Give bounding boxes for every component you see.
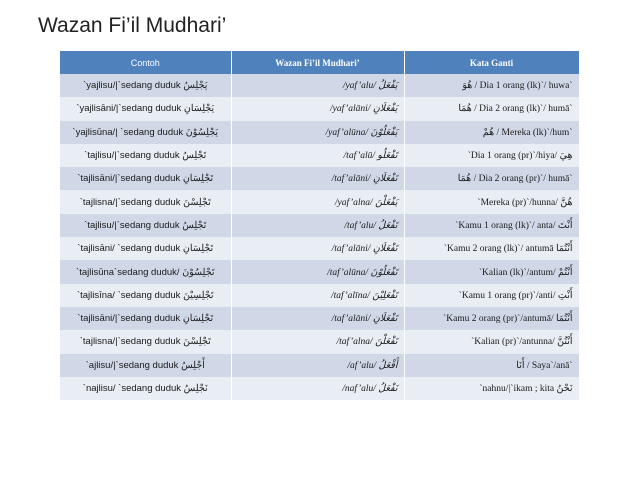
table-row [60, 354, 579, 377]
header-kata-ganti: Kata Ganti [404, 51, 579, 74]
table-row [60, 284, 579, 307]
cell-contoh: `tajlisāni/|`sedang duduk تَجْلِسَانِ [60, 307, 231, 330]
cell-contoh: `tajlisna/|`sedang duduk تَجْلِسْنَ [60, 190, 231, 213]
cell-kata-ganti: `Dia 1 orang (pr)`/hiya/ هِيَ [404, 144, 579, 167]
cell-contoh: `yajlisūna/| `sedang duduk يَجْلِسُوْنَ [60, 121, 231, 144]
cell-kata-ganti: أَنَا / Saya`/anā` [404, 354, 579, 377]
table-row [60, 214, 579, 237]
table-row [60, 97, 579, 120]
cell-wazan: /taf’alāni/ تَفْعَلَانِ [231, 307, 404, 330]
cell-wazan: /naf’alu/ نَفْعَلُ [231, 377, 404, 400]
table-row [60, 260, 579, 283]
header-wazan: Wazan Fi’il Mudhari’ [231, 51, 404, 74]
table-row [60, 121, 579, 144]
cell-wazan: /yaf’alāni/ يَفْعَلَانِ [231, 97, 404, 120]
cell-kata-ganti: `Mereka (pr)`/hunna/ هُنَّ [404, 190, 579, 213]
cell-contoh: `tajlisīna/ `sedang duduk تَجْلِسِيْنَ [60, 284, 231, 307]
cell-kata-ganti: هُوَ / Dia 1 orang (lk)`/ huwa` [404, 74, 579, 97]
cell-wazan: /taf’alāni/ تَفْعَلَانِ [231, 237, 404, 260]
table-row [60, 144, 579, 167]
cell-contoh: `tajlisūna`sedang duduk/ تَجْلِسُوْنَ [60, 260, 231, 283]
cell-contoh: `najlisu/ `sedang duduk نَجْلِسُ [60, 377, 231, 400]
cell-contoh: `ajlisu/|`sedang duduk أَجْلِسُ [60, 354, 231, 377]
table-row [60, 167, 579, 190]
cell-wazan: /taf’alna/ تَفْعَلْنَ [231, 330, 404, 353]
cell-kata-ganti: هُمْ / Mereka (lk)`/hum` [404, 121, 579, 144]
cell-kata-ganti: هُمَا / Dia 2 orang (pr)`/ humā` [404, 167, 579, 190]
cell-wazan: /af’alu/ أَفْعَلُ [231, 354, 404, 377]
cell-kata-ganti: `nahnu/|`ikam ; kita نَحْنُ [404, 377, 579, 400]
cell-contoh: `tajlisu/|`sedang duduk تَجْلِسُ [60, 144, 231, 167]
cell-wazan: /taf’alūna/ تَفْعَلُوْنَ [231, 260, 404, 283]
cell-wazan: /taf’alāni/ تَفْعَلَانِ [231, 167, 404, 190]
cell-wazan: /yaf’alu/ يَفْعَلُ [231, 74, 404, 97]
cell-kata-ganti: `Kamu 2 orang (pr)`/antumā/ أَنْتُمَا [404, 307, 579, 330]
page-title: Wazan Fi’il Mudhari’ [38, 14, 227, 37]
cell-wazan: /taf’alū/ تَفْعَلُو [231, 144, 404, 167]
cell-kata-ganti: `Kamu 2 orang (lk)`/ antumā أَنْتُمَا [404, 237, 579, 260]
cell-kata-ganti: `Kamu 1 orang (lk)`/ anta/ أَنْتَ [404, 214, 579, 237]
cell-contoh: `tajlisna/|`sedang duduk تَجْلِسْنَ [60, 330, 231, 353]
cell-contoh: `yajlisāni/|`sedang duduk يَجْلِسَانِ [60, 97, 231, 120]
table-row [60, 377, 579, 400]
cell-wazan: /yaf’alūna/ يَفْعَلُوْنَ [231, 121, 404, 144]
table-header-row [60, 51, 579, 74]
cell-contoh: `tajlisāni/ `sedang duduk تَجْلِسَانِ [60, 237, 231, 260]
table-row [60, 237, 579, 260]
table-row [60, 190, 579, 213]
table-row [60, 330, 579, 353]
cell-kata-ganti: `Kalian (pr)`/antunna/ أَنْتُنَّ [404, 330, 579, 353]
cell-wazan: /taf’alu/ تَفْعَلُ [231, 214, 404, 237]
cell-kata-ganti: `Kamu 1 orang (pr)`/anti/ أَنْتِ [404, 284, 579, 307]
cell-wazan: /yaf’alna/ يَفْعَلْنَ [231, 190, 404, 213]
cell-contoh: `yajlisu/|`sedang duduk يَجْلِسُ [60, 74, 231, 97]
cell-kata-ganti: هُمَا / Dia 2 orang (lk)`/ humā` [404, 97, 579, 120]
wazan-table [60, 51, 580, 400]
cell-wazan: /taf’alīna/ تَفْعَلِيْنَ [231, 284, 404, 307]
table-row [60, 74, 579, 97]
cell-kata-ganti: `Kalian (lk)`/antum/ أَنْتُمْ [404, 260, 579, 283]
table-row [60, 307, 579, 330]
cell-contoh: `tajlisu/|`sedang duduk تَجْلِسُ [60, 214, 231, 237]
header-contoh: Contoh [60, 51, 231, 74]
cell-contoh: `tajlisāni/|`sedang duduk تَجْلِسَانِ [60, 167, 231, 190]
